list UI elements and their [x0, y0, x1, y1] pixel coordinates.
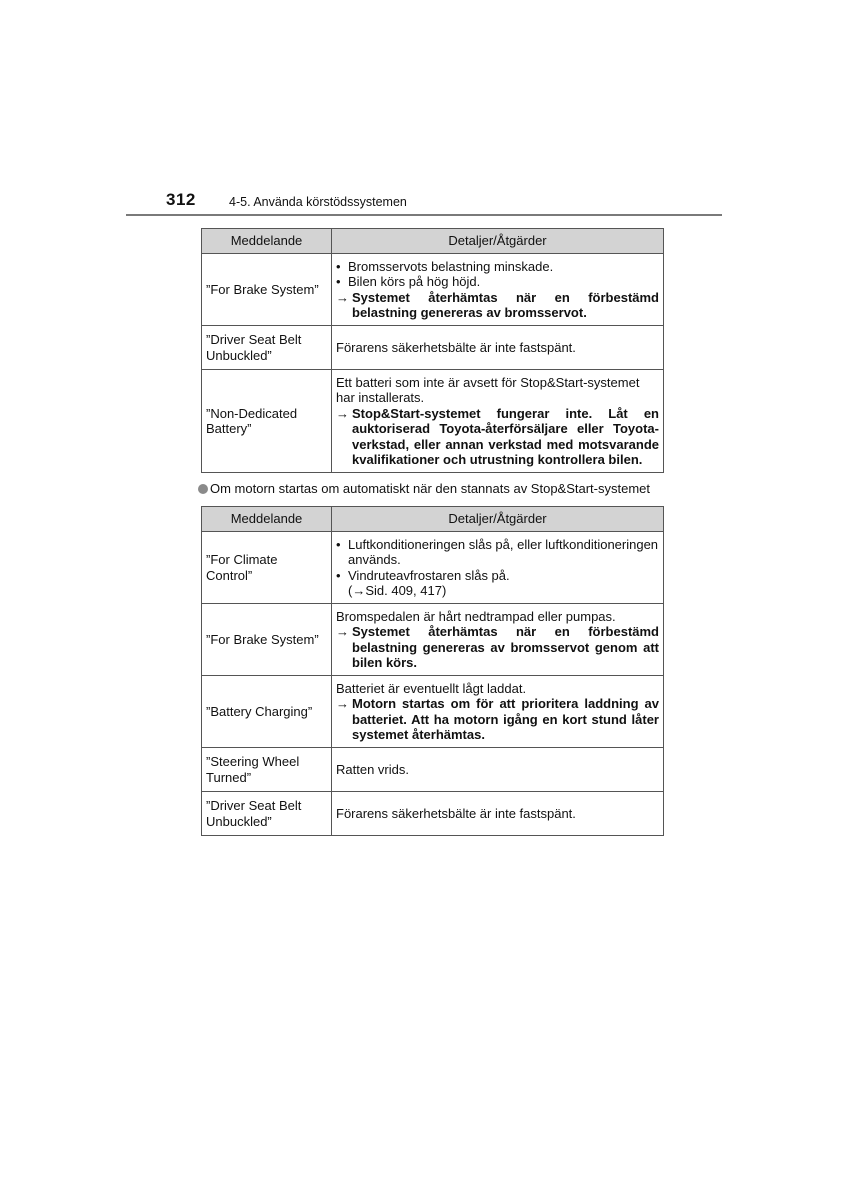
details-cell: Ett batteri som inte är avsett för Stop&Start-systemet har installerats. → Stop&Start-systemet fungerar inte. Låt en auktoriserad Toyota-återförsäljare eller Toyota-verkstad, eller annan verkstad med motsvarande kvalifikationer och utrustning kontrollera bilen.	[332, 370, 664, 473]
page-reference: (→Sid. 409, 417)	[348, 583, 447, 598]
action-item: → Systemet återhämtas när en förbestämd belastning genereras av bromsservot.	[336, 289, 659, 320]
page-number: 312	[166, 190, 196, 209]
details-cell: Förarens säkerhetsbälte är inte fastspänt.	[332, 326, 664, 370]
column-header-message: Meddelande	[202, 507, 332, 532]
message-cell: ”Battery Charging”	[202, 676, 332, 748]
message-table-2	[201, 506, 664, 836]
bullet-item: • Luftkonditioneringen slås på, eller luftkonditioneringen används.	[336, 536, 659, 567]
table-row	[202, 254, 664, 326]
page-header	[126, 186, 722, 218]
header-rule	[126, 214, 722, 216]
message-cell: ”Driver Seat Belt Unbuckled”	[202, 792, 332, 836]
message-cell: ”For Brake System”	[202, 604, 332, 676]
table-row	[202, 676, 664, 748]
arrow-icon: →	[336, 405, 349, 421]
details-cell	[332, 254, 664, 326]
table-row	[202, 604, 664, 676]
message-table-1	[201, 228, 664, 473]
message-cell: ”Driver Seat Belt Unbuckled”	[202, 326, 332, 370]
action-item: → Stop&Start-systemet fungerar inte. Låt en auktoriserad Toyota-återförsäljare eller Toyota-verkstad, eller annan verkstad med motsvarande kvalifikationer och utrustning kontrollera bilen.	[336, 405, 659, 467]
column-header-details: Detaljer/Åtgärder	[332, 507, 664, 532]
details-cell: Batteriet är eventuellt lågt laddat. → Motorn startas om för att prioritera laddning av batteriet. Att ha motorn igång en kort stund låter systemet återhämtas.	[332, 676, 664, 748]
details-cell	[332, 532, 664, 604]
message-cell: ”Steering Wheel Turned”	[202, 748, 332, 792]
table-row	[202, 370, 664, 473]
table-row	[202, 792, 664, 836]
message-cell: ”For Climate Control”	[202, 532, 332, 604]
note-heading: Om motorn startas om automatiskt när den stannats av Stop&Start-systemet	[198, 481, 650, 496]
details-cell: Bromspedalen är hårt nedtrampad eller pumpas. → Systemet återhämtas när en förbestämd belastning genereras av bromsservot genom att bilen körs.	[332, 604, 664, 676]
details-cell: Förarens säkerhetsbälte är inte fastspänt.	[332, 792, 664, 836]
bullet-item: • Vindruteavfrostaren slås på.	[336, 567, 510, 583]
table-row	[202, 748, 664, 792]
table-header-row	[202, 229, 664, 254]
bullet-item: • Bilen körs på hög höjd.	[336, 274, 481, 289]
section-title: 4-5. Använda körstödssystemen	[229, 195, 407, 209]
arrow-icon: →	[336, 696, 349, 711]
action-item: → Systemet återhämtas när en förbestämd belastning genereras av bromsservot genom att bilen körs.	[336, 624, 659, 670]
details-cell: Ratten vrids.	[332, 748, 664, 792]
message-cell: ”For Brake System”	[202, 254, 332, 326]
message-cell: ”Non-Dedicated Battery”	[202, 370, 332, 473]
table-header-row	[202, 507, 664, 532]
bullet-dot-icon	[198, 484, 208, 494]
column-header-message: Meddelande	[202, 229, 332, 254]
arrow-icon: →	[336, 624, 349, 639]
arrow-icon: →	[336, 289, 349, 305]
table-row	[202, 532, 664, 604]
column-header-details: Detaljer/Åtgärder	[332, 229, 664, 254]
bullet-item: • Bromsservots belastning minskade.	[336, 258, 554, 274]
action-item: → Motorn startas om för att prioritera laddning av batteriet. Att ha motorn igång en kort stund låter systemet återhämtas.	[336, 696, 659, 742]
table-row	[202, 326, 664, 370]
